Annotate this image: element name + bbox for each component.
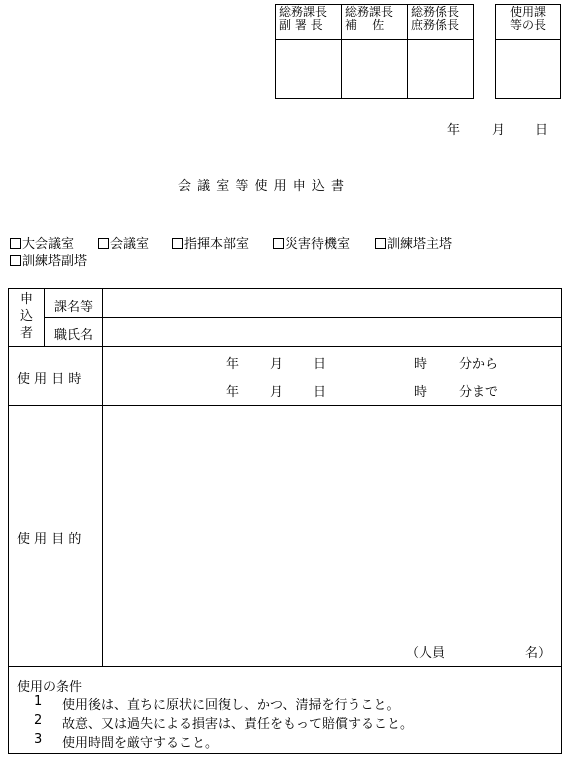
stamp-box-user-department-head — [495, 4, 561, 99]
stamp-label: 総務係長 庶務係長 — [411, 5, 460, 32]
section-label: 課名等 — [54, 300, 94, 315]
stamp-divider — [495, 39, 561, 40]
stamp-box-assistant-chief — [341, 4, 408, 99]
name-label: 職氏名 — [54, 328, 94, 343]
stamp-box-section-chief — [407, 4, 474, 99]
section-field[interactable] — [104, 290, 560, 316]
stamp-label: 使用課 等の長 — [509, 5, 546, 32]
stamp-box-general-affairs-chief — [275, 4, 342, 99]
name-field[interactable] — [104, 319, 560, 345]
persons-open: （人員 — [406, 646, 446, 661]
room-option-command-hq-room[interactable]: 指揮本部室 — [172, 233, 249, 252]
room-option-training-tower-main[interactable]: 訓練塔主塔 — [375, 233, 452, 252]
checkbox[interactable] — [172, 238, 183, 249]
purpose-field[interactable] — [104, 407, 560, 637]
applicant-side-label: 申 込 者 — [20, 292, 34, 341]
checkbox[interactable] — [273, 238, 284, 249]
checkbox[interactable] — [98, 238, 109, 249]
checkbox[interactable] — [10, 255, 21, 266]
page-title: 会 議 室 等 使 用 申 込 書 — [178, 179, 346, 194]
room-option-large-meeting-room[interactable]: 大会議室 — [10, 233, 74, 252]
room-option-disaster-standby-room[interactable]: 災害待機室 — [273, 233, 350, 252]
checkbox[interactable] — [10, 238, 21, 249]
date-year: 年 — [447, 123, 461, 138]
room-option-meeting-room[interactable]: 会議室 — [98, 233, 149, 252]
usage-time-label: 使 用 日 時 — [17, 372, 82, 387]
stamp-divider — [275, 39, 474, 40]
stamp-label: 総務課長 補 佐 — [345, 5, 394, 32]
stamp-label: 総務課長 副 署 長 — [279, 5, 328, 32]
date-day: 日 — [535, 123, 549, 138]
purpose-label: 使 用 目 的 — [17, 532, 82, 547]
room-option-training-tower-sub[interactable]: 訓練塔副塔 — [10, 250, 87, 269]
date-month: 月 — [492, 123, 506, 138]
persons-close: 名） — [525, 646, 552, 661]
conditions-title: 使用の条件 — [17, 680, 83, 695]
checkbox[interactable] — [375, 238, 386, 249]
